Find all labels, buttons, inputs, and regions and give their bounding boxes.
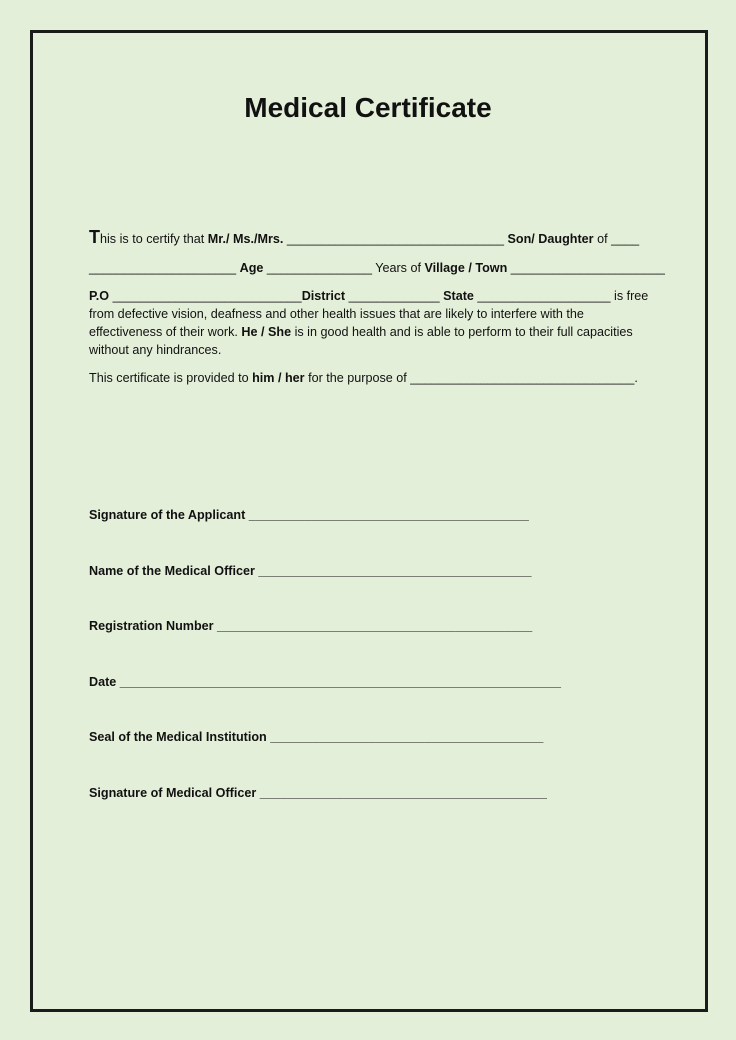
po-label: P.O (89, 289, 110, 303)
applicant-signature-field[interactable]: Signature of the Applicant ________________________________________ (89, 508, 529, 522)
he-she-label: He / She (241, 325, 292, 339)
po-blank[interactable]: ___________________________ (109, 289, 302, 303)
date-field[interactable]: Date _______________________________________________________________ (89, 675, 562, 689)
him-her-label: him / her (252, 371, 305, 385)
drop-letter: T (89, 227, 100, 247)
salutation-label: Mr./ Ms./Mrs. (207, 232, 284, 246)
purpose-blank[interactable]: for the purpose of ________________________________. (304, 371, 638, 385)
officer-signature-field[interactable]: Signature of Medical Officer _________________________________________ (89, 786, 547, 800)
purpose-text: This certificate is provided to (89, 371, 253, 385)
purpose-line (89, 369, 649, 387)
certify-text: his is to certify that (100, 232, 208, 246)
district-blank[interactable]: _____________ (345, 289, 444, 303)
officer-name-field[interactable]: Name of the Medical Officer _______________________________________ (89, 564, 532, 578)
name-blank[interactable]: _______________________________ (283, 232, 508, 246)
age-label: Age (239, 261, 264, 275)
age-blank[interactable]: _______________ (263, 261, 376, 275)
village-blank[interactable]: ______________________ (507, 261, 665, 275)
years-of-text: Years of (375, 261, 425, 275)
son-daughter-label: Son/ Daughter (507, 232, 594, 246)
address-health-paragraph (89, 287, 649, 359)
state-blank[interactable]: ___________________ (473, 289, 615, 303)
seal-field[interactable]: Seal of the Medical Institution _______________________________________ (89, 730, 544, 744)
village-town-label: Village / Town (424, 261, 508, 275)
health-text: is free from defective vision, deafness and other health issues that are likely to interfere with the effectiveness of their work. (89, 289, 649, 339)
registration-number-field[interactable]: Registration Number _____________________________________________ (89, 619, 533, 633)
district-label: District (301, 289, 346, 303)
capacity-text: is in good health and is able to perform to their full capacities without any hindrances. (89, 325, 633, 357)
age-line (89, 259, 665, 277)
state-label: State (443, 289, 474, 303)
of-text[interactable]: of ____ (593, 232, 640, 246)
certify-line (89, 228, 649, 248)
parent-blank[interactable]: _____________________ (89, 261, 240, 275)
document-title: Medical Certificate (244, 92, 492, 123)
